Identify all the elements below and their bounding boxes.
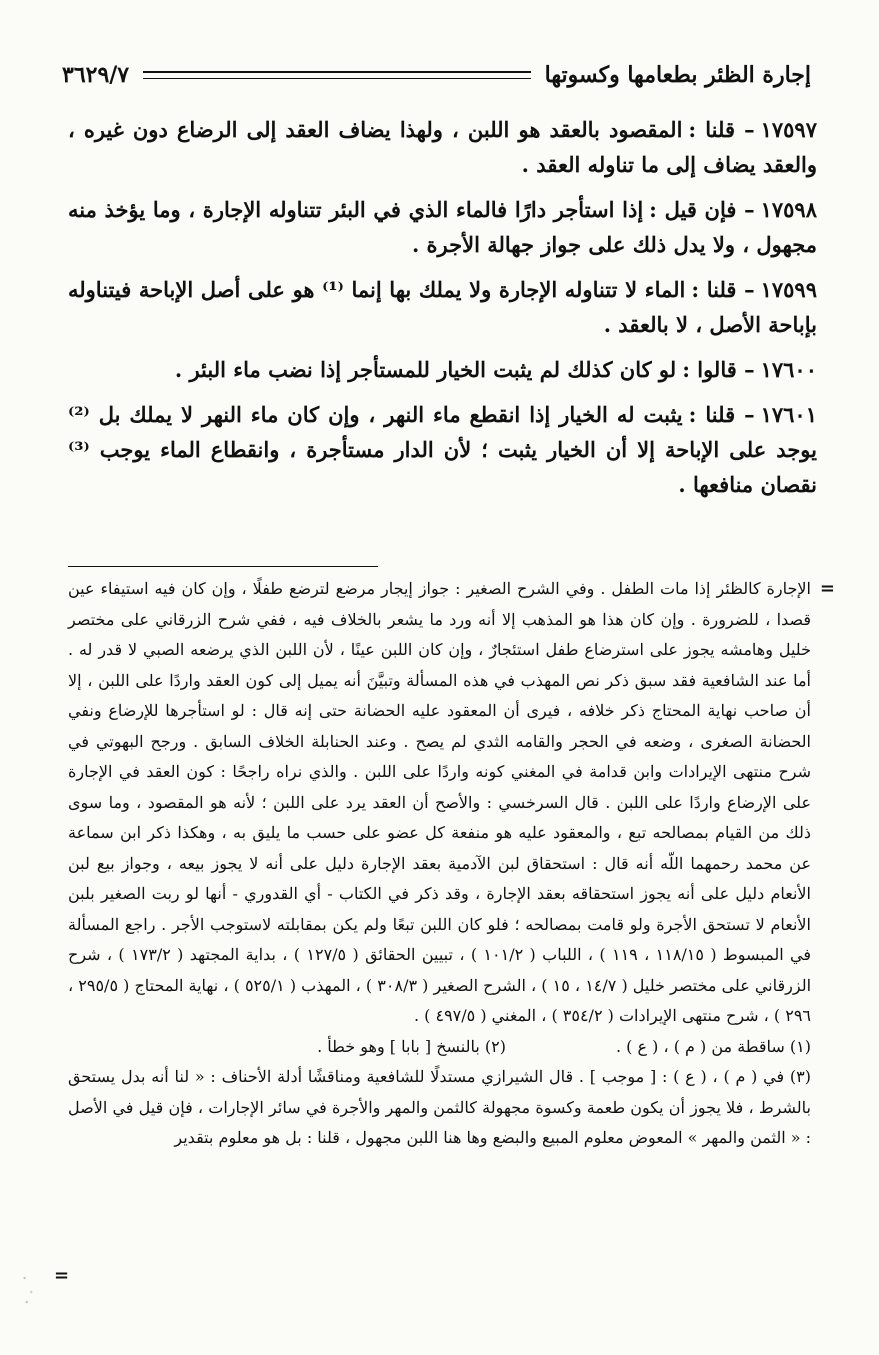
paragraph-number: ١٧٥٩٨ — [760, 197, 817, 222]
paragraph-number: ١٧٥٩٧ — [760, 117, 817, 142]
paragraph-lead: – قالوا : — [682, 357, 755, 382]
paragraph-17601 — [68, 397, 817, 502]
paragraph-text: إذا استأجر دارًا فالماء الذي في البئر تتناوله الإجارة ، وما يؤخذ منه مجهول ، ولا يدل ذلك على جواز جهالة الأجرة . — [68, 197, 817, 257]
footnote-2: (٢) بالنسخ [ بابا ] وهو خطأ . — [317, 1036, 506, 1056]
header-rule — [143, 71, 531, 79]
footnote-separator — [68, 566, 378, 567]
paragraph-17599 — [68, 272, 817, 342]
paragraph-lead: – فإن قيل : — [649, 197, 755, 222]
paragraph-text: المقصود بالعقد هو اللبن ، ولهذا يضاف العقد إلى الرضاع دون غيره ، والعقد يضاف إلى ما تناوله العقد . — [68, 117, 817, 177]
header-title: إجارة الظئر بطعامها وكسوتها — [544, 62, 811, 88]
continuation-end-marker: = — [54, 1265, 70, 1286]
footnote-1: (١) ساقطة من ( م ) ، ( ع ) . — [616, 1036, 811, 1056]
paragraph-lead: – قلنا : — [691, 277, 755, 302]
scan-speck — [18, 1270, 40, 1310]
paragraph-text: الماء لا تتناوله الإجارة ولا يملك بها إنما ⁽¹⁾ هو على أصل الإباحة فيتناوله بإباحة الأصل ، لا بالعقد . — [68, 277, 817, 337]
main-text — [68, 112, 817, 512]
footnotes — [68, 574, 811, 1154]
footnote-continuation: الإجارة كالظئر إذا مات الطفل . وفي الشرح الصغير : جواز إيجار مرضع لترضع طفلًا ، وإن كان فيه استيفاء عين قصدا ، للضرورة . وإن كان هذا هو المذهب إلا أنه ورد ما يشعر بالخلاف فيه ، ففي شرح الزرقاني على مختصر خليل وهامشه يجوز على استرضاع طفل استئجارٌ ، وإن كان اللبن عينًا ، لأن اللبن الذي يرضعه الصبي لا قدر له . أما عند الشافعية فقد سبق ذكر نص المهذب في هذه المسألة وتبيَّنَ أنه يميل إلى كون العقد واردًا على اللبن ، إلا أن صاحب نهاية المحتاج ذكر خلافه ، فيرى أن المعقود عليه الحضانة حتى إنه قال : لو استأجرها للإرضاع ونفي الحضانة الصغرى ، وضعه في الحجر والقامه الثدي لم يصح . وعند الحنابلة الخلاف السابق . ورجح البهوتي في شرح منتهى الإيرادات وابن قدامة في المغني كونه واردًا على اللبن . والذي نراه راجحًا : كون العقد في الإجارة على الإرضاع واردًا على اللبن . قال السرخسي : والأصح أن العقد يرد على اللبن ؛ لأنه هو المقصود ، وما سوى ذلك من القيام بمصالحه تبع ، والمعقود عليه هو منفعة كل عضو على حسب ما يليق به ، وهكذا ذكر ابن سماعة عن محمد رحمهما اللّه أنه قال : استحقاق لبن الآدمية بعقد الإجارة دليل على أنه لا يجوز بيعه ، وجواز بيع لبن الأنعام دليل على أنه يجوز استحقاقه بعقد الإجارة ، وقد ذكر في الكتاب - أي القدوري - أنها لو ربت الصغير بلبن الأنعام لا تستحق الأجرة ولو قامت بمصالحه ؛ فلو كان اللبن تبعًا ولم يكن بمقابلته لاستوجب الأجر . راجع المسألة في المبسوط ( ١١٨/١٥ ، ١١٩ ) ، اللباب ( ١٠١/٢ ) ، تبيين الحقائق ( ١٢٧/٥ ) ، بداية المجتهد ( ١٧٣/٢ ) ، شرح الزرقاني على مختصر خليل ( ١٤/٧ ، ١٥ ) ، الشرح الصغير ( ٣٠٨/٣ ) ، المهذب ( ٥٢٥/١ ) ، نهاية المحتاج ( ٢٩٥/٥ ، ٢٩٦ ) ، شرح منتهى الإيرادات ( ٣٥٤/٢ ) ، المغني ( ٤٩٧/٥ ) . — [68, 579, 812, 1025]
paragraph-text: يثبت له الخيار إذا انقطع ماء النهر ، وإن كان ماء النهر لا يملك بل ⁽²⁾ يوجد على الإباحة إلا أن الخيار يثبت ؛ لأن الدار مستأجرة ، وانقطاع الماء يوجب ⁽³⁾ نقصان منافعها . — [68, 402, 817, 497]
paragraph-17597 — [68, 112, 817, 182]
continuation-marker: = — [819, 578, 835, 599]
running-header — [62, 58, 811, 92]
paragraph-number: ١٧٦٠٠ — [760, 357, 817, 382]
footnote-3: (٣) في ( م ) ، ( ع ) : [ موجب ] . قال الشيرازي مستدلًا للشافعية ومناقشًا أدلة الأحناف : « لنا أنه بدل يستحق بالشرط ، فلا يجوز أن يكون طعمة وكسوة مجهولة كالثمن والمهر والأجرة في سائر الإجارات ، فإن قيل في الأصل : « الثمن والمهر » المعوض معلوم المبيع والبضع وها هنا اللبن مجهول ، قلنا : بل هو معلوم بتقدير — [68, 1067, 811, 1147]
paragraph-17598 — [68, 192, 817, 262]
paragraph-17600 — [68, 352, 817, 387]
paragraph-text: لو كان كذلك لم يثبت الخيار للمستأجر إذا نضب ماء البئر . — [174, 357, 677, 382]
paragraph-lead: – قلنا : — [688, 117, 755, 142]
paragraph-number: ١٧٦٠١ — [760, 402, 817, 427]
footnote-row-1-2 — [68, 1032, 811, 1063]
header-page-ref: ٣٦٢٩/٧ — [62, 62, 130, 88]
paragraph-lead: – قلنا : — [688, 402, 755, 427]
paragraph-number: ١٧٥٩٩ — [760, 277, 817, 302]
